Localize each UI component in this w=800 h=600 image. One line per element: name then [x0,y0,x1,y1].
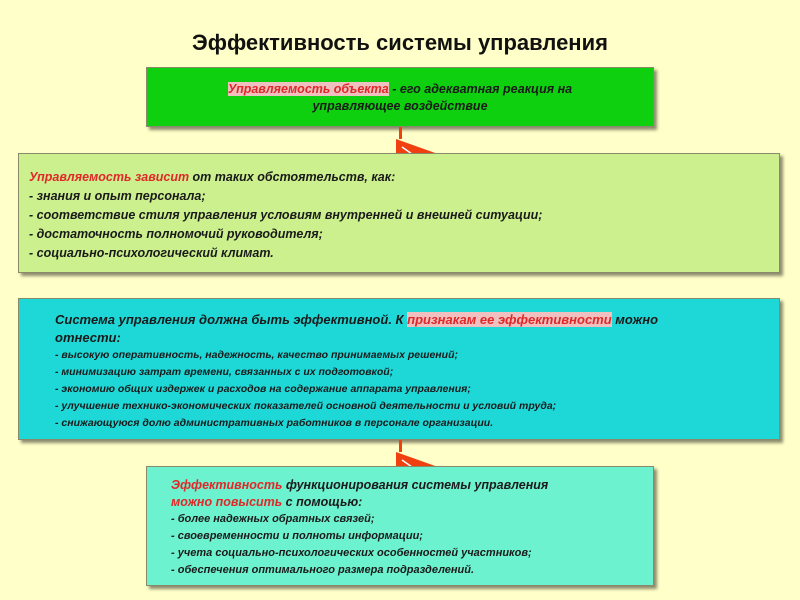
criteria-lead-highlight: признакам ее эффективности [407,312,612,327]
improvement-lead-rest: функционирования системы управления [282,478,549,492]
list-item: - снижающуюся долю административных работников в персонале организации. [55,417,494,429]
factors-lead-rest: от таких обстоятельств, как: [189,170,396,184]
improvement-lead [171,477,653,494]
factors-lead-red: Управляемость зависит [29,170,190,184]
criteria-lead-a: Система управления должна быть эффективной. К [55,312,408,327]
controllability-definition-box [146,67,654,127]
criteria-lead [55,311,779,329]
definition-term: Управляемость объекта [227,82,389,96]
factors-lead [29,168,779,187]
list-item: - высокую оперативность, надежность, качество принимаемых решений; [55,349,458,361]
list-item: - достаточность полномочий руководителя; [29,227,323,241]
list-item: - знания и опыт персонала; [29,189,206,203]
improvement-line2-red: можно повысить [171,495,283,509]
list-item: - минимизацию затрат времени, связанных с их подготовкой; [55,366,394,378]
improvement-lead-red: Эффективность [171,478,283,492]
definition-line-1 [147,81,653,98]
list-item: - экономию общих издержек и расходов на содержание аппарата управления; [55,383,471,395]
criteria-lead-b: можно [611,312,659,327]
efficiency-criteria-box [18,298,780,440]
list-item: - учета социально-психологических особенностей участников; [171,547,532,559]
efficiency-improvement-box [146,466,654,586]
definition-rest: - его адекватная реакция на [388,82,573,96]
page-title: Эффективность системы управления [192,30,608,55]
criteria-lead-line2: отнести: [55,330,121,345]
list-item: - соответствие стиля управления условиям внутренней и внешней ситуации; [29,208,543,222]
list-item: - обеспечения оптимального размера подразделений. [171,564,475,576]
definition-line-2: управляющее воздействие [312,99,488,113]
improvement-line2-rest: с помощью: [282,495,363,509]
controllability-factors-box [18,153,780,273]
list-item: - более надежных обратных связей; [171,513,375,525]
list-item: - улучшение технико-экономических показателей основной деятельности и условий труда; [55,400,557,412]
improvement-lead-line2 [171,494,653,511]
list-item: - своевременности и полноты информации; [171,530,423,542]
list-item: - социально-психологический климат. [29,246,274,260]
